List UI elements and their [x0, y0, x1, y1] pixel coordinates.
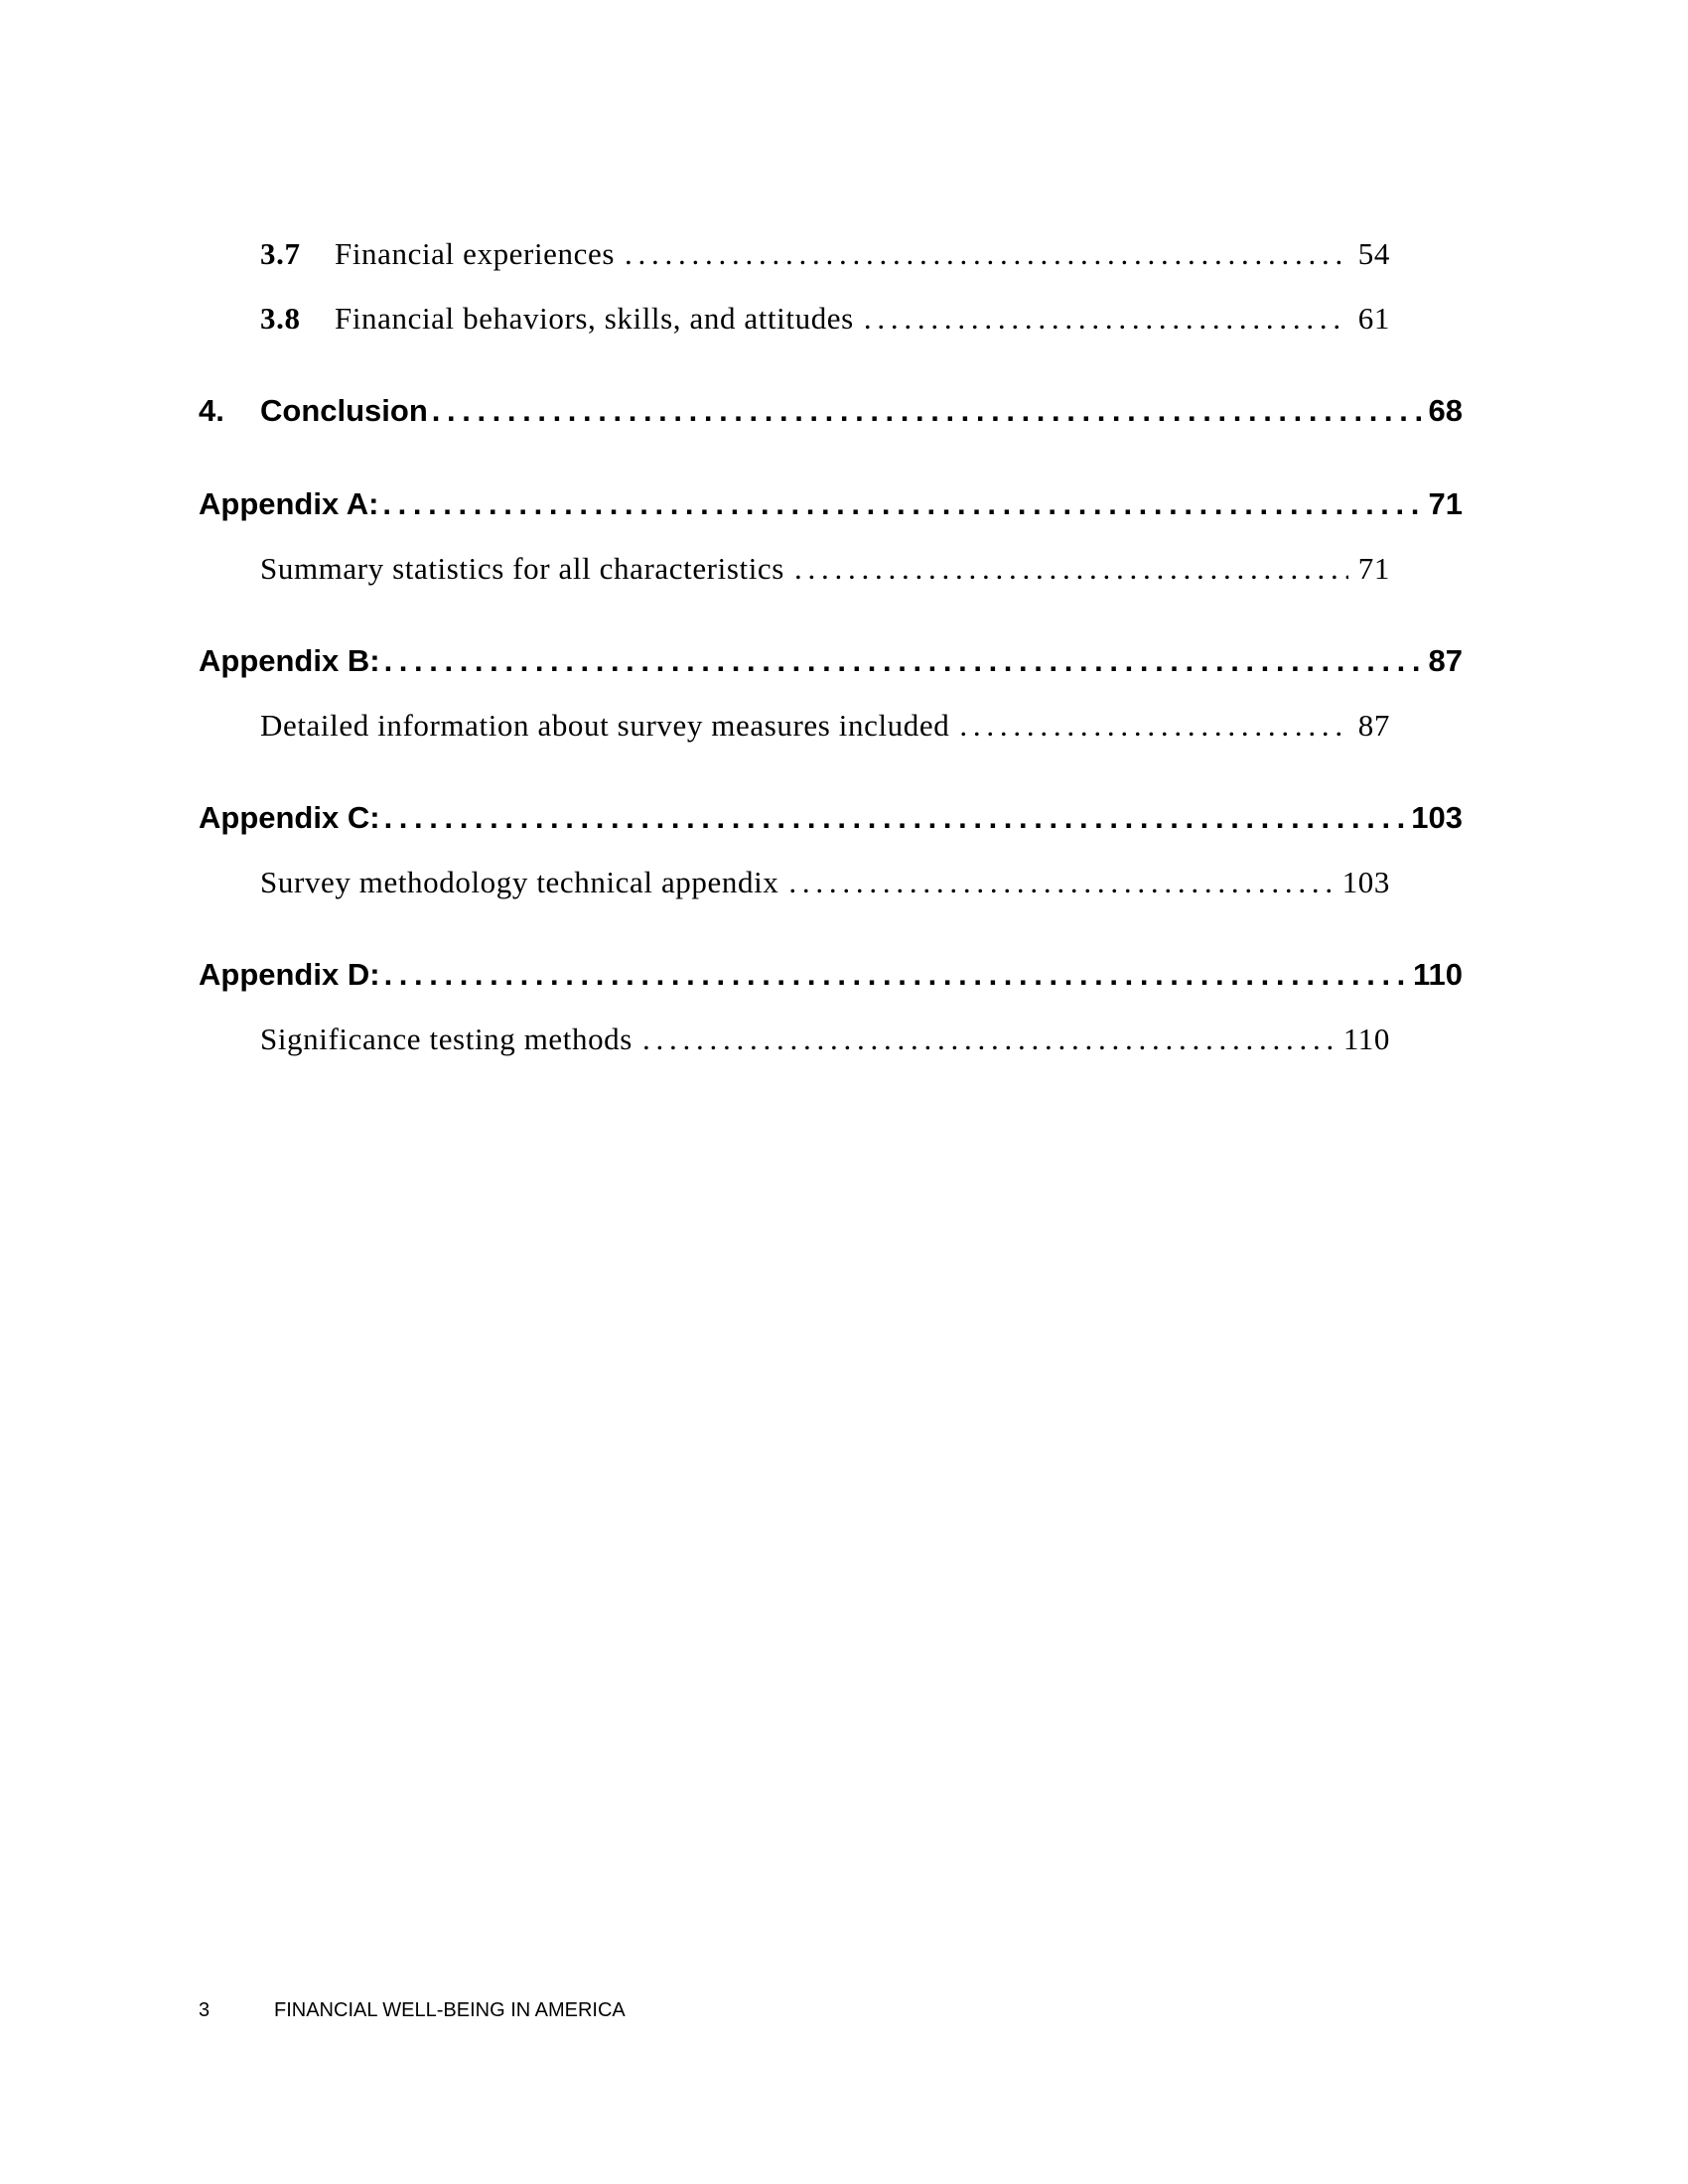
toc-entry-title: Conclusion: [260, 393, 428, 428]
toc-entry-appendix-d[interactable]: [199, 957, 1463, 993]
toc-entry-page: 110: [1342, 1022, 1390, 1056]
dot-leader: [384, 957, 1411, 993]
dot-leader: [625, 236, 1348, 272]
toc-entry-title: Summary statistics for all characteristics: [260, 551, 784, 586]
toc-entry-title: Appendix C:: [199, 800, 380, 835]
footer-page-number: 3: [199, 1999, 211, 2021]
toc-entry-title: Appendix A:: [199, 486, 379, 521]
toc-entry-page: 68: [1428, 393, 1463, 428]
toc-entry-title: Significance testing methods: [260, 1022, 633, 1056]
toc-entry-title: Financial experiences: [335, 236, 616, 271]
dot-leader: [794, 551, 1348, 587]
dot-leader: [384, 800, 1410, 836]
toc-entry-appendix-d-sub[interactable]: [260, 1022, 1390, 1057]
dot-leader: [788, 865, 1332, 900]
toc-entry-conclusion[interactable]: [199, 393, 1463, 429]
toc-entry-title: Appendix D:: [199, 957, 380, 992]
toc-entry-appendix-b-sub[interactable]: [260, 708, 1390, 744]
page-footer: [199, 1999, 626, 2022]
toc-entry-page: 71: [1357, 551, 1390, 586]
toc-entry-3-7[interactable]: [260, 236, 1390, 272]
toc-entry-title: Financial behaviors, skills, and attitudes: [335, 301, 854, 336]
toc-entry-number: 4.: [199, 393, 224, 428]
toc-entry-appendix-c-sub[interactable]: [260, 865, 1390, 900]
toc-entry-number: 3.8: [260, 301, 301, 336]
toc-entry-page: 54: [1357, 236, 1390, 271]
dot-leader: [864, 301, 1348, 337]
toc-entry-appendix-c[interactable]: [199, 800, 1463, 836]
toc-entry-appendix-a-sub[interactable]: [260, 551, 1390, 587]
toc-entry-title: Detailed information about survey measures included: [260, 708, 950, 743]
toc-entry-number: 3.7: [260, 236, 301, 271]
footer-running-title: FINANCIAL WELL-BEING IN AMERICA: [274, 1999, 626, 2021]
toc-entry-3-8[interactable]: [260, 301, 1390, 337]
toc-entry-appendix-b[interactable]: [199, 643, 1463, 679]
toc-entry-title: Survey methodology technical appendix: [260, 865, 779, 899]
toc-entry-appendix-a[interactable]: [199, 486, 1463, 522]
toc-entry-page: 110: [1412, 957, 1463, 992]
toc-entry-page: 61: [1357, 301, 1390, 336]
toc-entry-page: 87: [1428, 643, 1463, 678]
dot-leader: [382, 486, 1426, 522]
toc-entry-page: 87: [1357, 708, 1390, 743]
dot-leader: [384, 643, 1427, 679]
toc-entry-page: 103: [1411, 800, 1463, 835]
dot-leader: [642, 1022, 1334, 1057]
toc-entry-page: 71: [1428, 486, 1463, 521]
toc-entry-title: Appendix B:: [199, 643, 380, 678]
toc-entry-page: 103: [1341, 865, 1390, 899]
dot-leader: [959, 708, 1347, 744]
dot-leader: [432, 393, 1427, 429]
